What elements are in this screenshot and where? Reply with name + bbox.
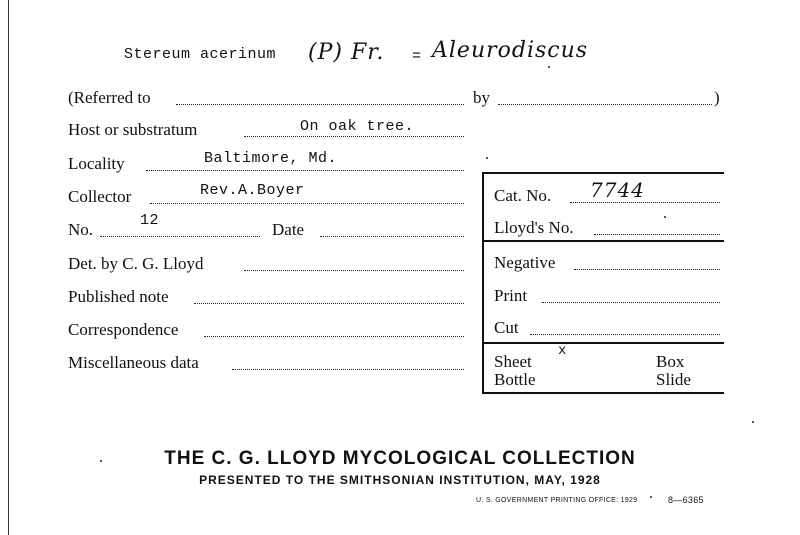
locality-field[interactable] [146,170,464,171]
paper-speck [650,496,652,498]
locality-label: Locality [68,154,125,173]
collection-subtitle: PRESENTED TO THE SMITHSONIAN INSTITUTION, MAY, 1928 [199,473,601,487]
collector-field[interactable] [150,203,464,204]
cut-label: Cut [494,318,519,337]
paper-speck [752,421,754,423]
miscellaneous-field[interactable] [232,369,464,370]
date-field[interactable] [320,236,464,237]
print-label: Print [494,286,528,305]
date-label: Date [272,220,305,239]
catalog-box-top-border [482,172,724,174]
published-note-label: Published note [68,287,169,306]
negative-field[interactable] [574,269,720,270]
lloyds-no-field[interactable] [594,234,720,235]
collector-value: Rev.A.Boyer [200,182,305,199]
by-label: by [473,88,490,107]
sheet-label: Sheet [494,352,532,371]
correspondence-field[interactable] [204,336,464,337]
host-value: On oak tree. [300,118,415,135]
negative-label: Negative [494,253,556,272]
species-name-typed: Stereum acerinum [124,46,277,63]
synonym-handwritten: Aleurodiscus [432,38,589,63]
cat-no-value: 7744 [590,178,645,202]
form-code: 8—6365 [668,495,704,505]
paper-speck [100,460,102,462]
det-by-label: Det. by C. G. Lloyd [68,254,204,273]
cat-no-label: Cat. No. [494,186,552,205]
referred-to-field[interactable] [176,104,464,105]
bottle-label: Bottle [494,370,536,389]
catalog-box-left-border [482,172,484,394]
catalog-box-lower-divider [482,342,724,344]
host-label: Host or substratum [68,120,198,139]
host-field[interactable] [244,136,464,137]
catalog-box-divider [482,240,724,242]
sheet-checkmark: x [558,343,567,359]
printer-imprint: U. S. GOVERNMENT PRINTING OFFICE: 1929 [476,497,638,504]
cut-field[interactable] [530,334,720,335]
cat-no-field[interactable] [570,202,720,203]
no-label: No. [68,220,94,239]
paper-speck [664,216,666,218]
locality-value: Baltimore, Md. [204,150,338,167]
print-field[interactable] [542,302,720,303]
species-author-handwritten: (P) Fr. [308,40,385,65]
no-value: 12 [140,212,160,229]
correspondence-label: Correspondence [68,320,179,339]
miscellaneous-label: Miscellaneous data [68,353,199,372]
referred-by-field[interactable] [498,104,712,105]
published-note-field[interactable] [194,303,464,304]
slide-label: Slide [656,370,691,389]
paper-speck [548,66,550,68]
close-paren: ) [714,88,720,107]
collector-label: Collector [68,187,132,206]
det-by-field[interactable] [244,270,464,271]
collection-title: THE C. G. LLOYD MYCOLOGICAL COLLECTION [164,448,636,469]
box-label: Box [656,352,685,371]
referred-to-label: (Referred to [68,88,151,107]
catalog-box-bottom-border [482,392,724,394]
lloyds-no-label: Lloyd's No. [494,218,574,237]
no-field[interactable] [100,236,260,237]
paper-speck [486,157,488,159]
species-equals-sign: = [412,48,422,65]
